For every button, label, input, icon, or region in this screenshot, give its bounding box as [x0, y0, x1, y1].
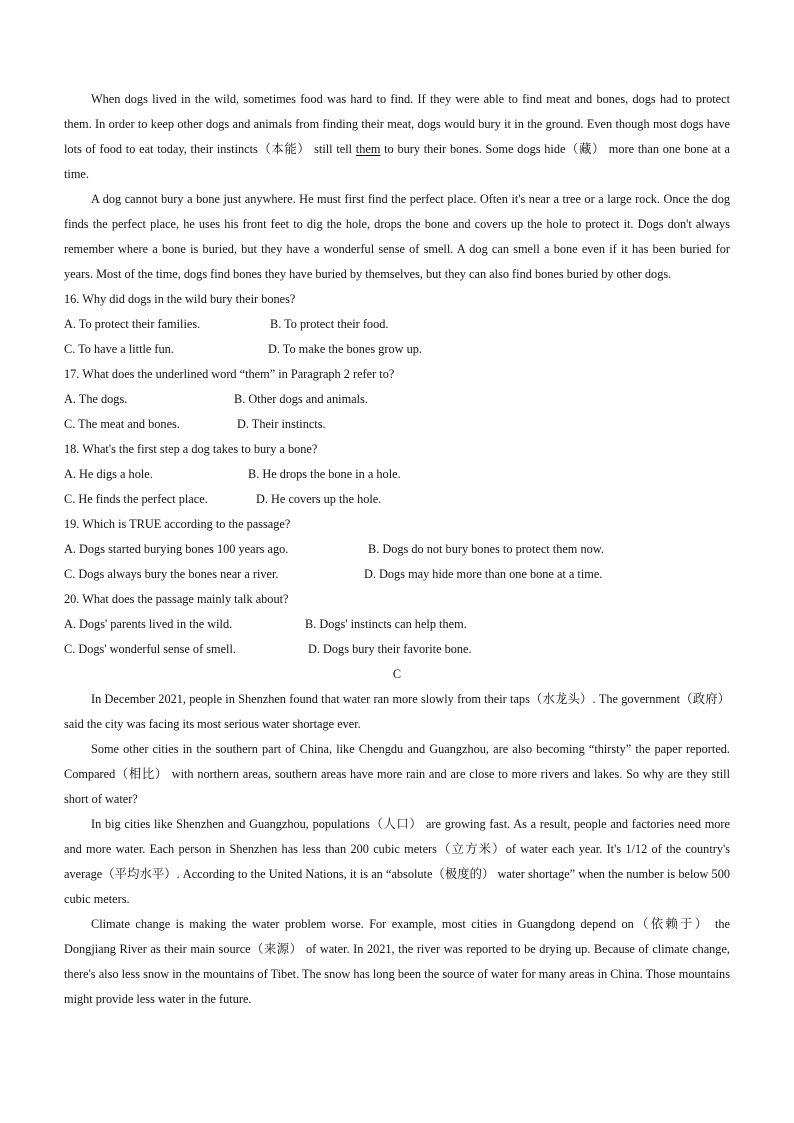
question-18-option-a: A. He digs a hole.	[64, 467, 153, 481]
question-16-option-c: C. To have a little fun.	[64, 342, 174, 356]
section-heading-c: C	[392, 667, 402, 681]
passage-c-paragraph-4: Climate change is making the water problem worse. For example, most cities in Guangdong depend on（依赖于） the Dongjiang River as their main source（来源） of water. In 2021, the river was reported to be drying up. Because of climate change, there's also less snow in the mountains of Tibet. The snow has long been the source of water for many areas in China. Those mountains might provide less water in the future.	[64, 917, 730, 1006]
question-16-options-row-2	[64, 337, 730, 362]
question-17-options-row-1	[64, 387, 730, 412]
passage-c-paragraph-3: In big cities like Shenzhen and Guangzhou, populations（人口） are growing fast. As a result, people and factories need more and more water. Each person in Shenzhen has less than 200 cubic meters（立方米）of water each year. It's 1/12 of the country's average（平均水平）. According to the United Nations, it is an “absolute（极度的） water shortage” when the number is below 500 cubic meters.	[64, 817, 730, 906]
question-19-option-d: D. Dogs may hide more than one bone at a time.	[364, 567, 603, 581]
question-18-stem: 18. What's the first step a dog takes to bury a bone?	[64, 442, 318, 456]
question-18-options-row-2	[64, 487, 730, 512]
question-17-option-d: D. Their instincts.	[237, 417, 326, 431]
question-19-stem: 19. Which is TRUE according to the passage?	[64, 517, 291, 531]
passage-b-paragraph-2: A dog cannot bury a bone just anywhere. He must first find the perfect place. Often it's near a tree or a large rock. Once the dog finds the perfect place, he uses his front feet to dig the hole, drops the bone and covers up the hole to protect it. Dogs don't always remember where a bone is buried, but they have a wonderful sense of smell. A dog can smell a bone even if it has been buried for years. Most of the time, dogs find bones they have buried by themselves, but they can also find bones buried by other dogs.	[64, 192, 730, 281]
question-17-option-c: C. The meat and bones.	[64, 417, 180, 431]
question-19-options-row-2	[64, 562, 730, 587]
question-16-option-a: A. To protect their families.	[64, 317, 201, 331]
question-20-options-row-2	[64, 637, 730, 662]
passage-b-paragraph-1	[64, 87, 730, 187]
question-20-option-c: C. Dogs' wonderful sense of smell.	[64, 642, 236, 656]
question-20-option-a: A. Dogs' parents lived in the wild.	[64, 617, 233, 631]
question-19-options-row-1	[64, 537, 730, 562]
page-content	[64, 87, 730, 1012]
question-17-options-row-2	[64, 412, 730, 437]
question-16-stem: 16. Why did dogs in the wild bury their bones?	[64, 292, 296, 306]
question-20-option-d: D. Dogs bury their favorite bone.	[308, 642, 472, 656]
question-16-option-b: B. To protect their food.	[270, 317, 389, 331]
passage-c-paragraph-2: Some other cities in the southern part of China, like Chengdu and Guangzhou, are also becoming “thirsty” the paper reported. Compared（相比） with northern areas, southern areas have more rain and are close to more rivers and lakes. So why are they still short of water?	[64, 742, 730, 806]
question-17-option-a: A. The dogs.	[64, 392, 128, 406]
question-20-options-row-1	[64, 612, 730, 637]
question-20-option-b: B. Dogs' instincts can help them.	[305, 617, 467, 631]
paragraph-text: to bury their bones. Some dogs hide（藏） more than one bone at a time.	[64, 142, 730, 181]
question-16-option-d: D. To make the bones grow up.	[268, 342, 422, 356]
question-17-option-b: B. Other dogs and animals.	[234, 392, 368, 406]
question-18-option-b: B. He drops the bone in a hole.	[248, 467, 401, 481]
question-17-stem: 17. What does the underlined word “them” in Paragraph 2 refer to?	[64, 367, 395, 381]
underlined-word-them: them	[355, 142, 381, 156]
question-19-option-a: A. Dogs started burying bones 100 years ago.	[64, 542, 289, 556]
question-18-option-d: D. He covers up the hole.	[256, 492, 382, 506]
question-18-options-row-1	[64, 462, 730, 487]
passage-c-paragraph-1: In December 2021, people in Shenzhen found that water ran more slowly from their taps（水龙头）. The government（政府） said the city was facing its most serious water shortage ever.	[64, 692, 730, 731]
question-19-option-c: C. Dogs always bury the bones near a river.	[64, 567, 279, 581]
paragraph-text: When dogs lived in the wild, sometimes food was hard to find. If they were able to find meat and bones, dogs had to protect them. In order to keep other dogs and animals from finding their meat, dogs would bury it in the ground. Even though most dogs have lots of food to eat today, their instincts（本能） still tell	[64, 92, 730, 156]
question-19-option-b: B. Dogs do not bury bones to protect them now.	[368, 542, 604, 556]
question-18-option-c: C. He finds the perfect place.	[64, 492, 208, 506]
question-16-options-row-1	[64, 312, 730, 337]
question-20-stem: 20. What does the passage mainly talk about?	[64, 592, 289, 606]
